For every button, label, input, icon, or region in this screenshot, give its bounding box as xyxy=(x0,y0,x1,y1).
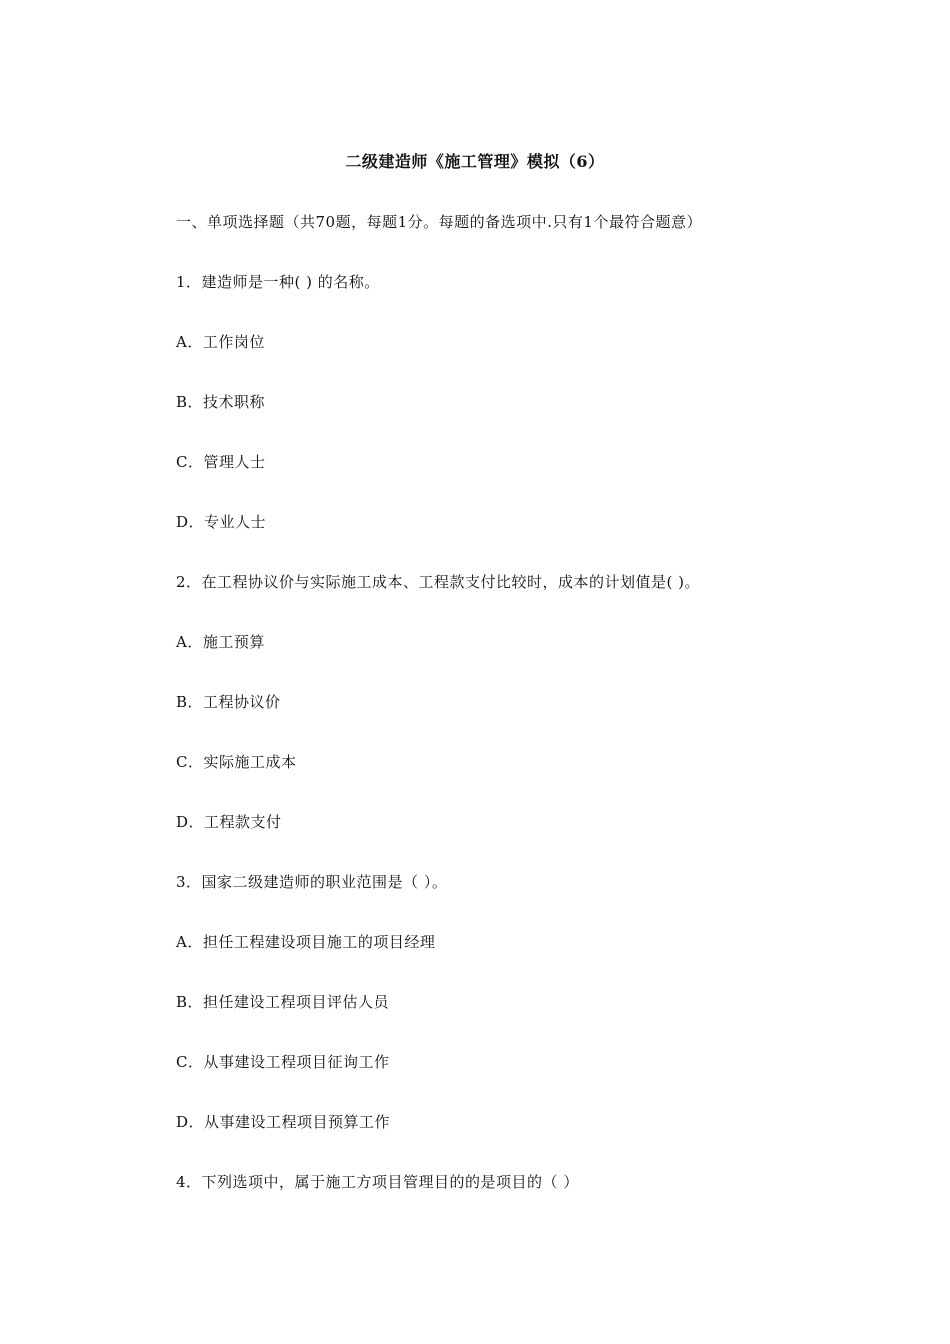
question-stem: 3．国家二级建造师的职业范围是（ ）。 xyxy=(176,873,448,891)
option-c: C．实际施工成本 xyxy=(176,753,297,771)
option-c: C．管理人士 xyxy=(176,453,266,471)
option-b: B．技术职称 xyxy=(176,393,266,411)
option-b: B．工程协议价 xyxy=(176,693,281,711)
document-body xyxy=(176,208,876,1228)
question-stem: 2．在工程协议价与实际施工成本、工程款支付比较时，成本的计划值是( )。 xyxy=(176,573,701,591)
option-a: A．工作岗位 xyxy=(176,333,265,351)
option-b: B．担任建设工程项目评估人员 xyxy=(176,993,390,1011)
section-heading: 一、单项选择题（共70题，每题1分。每题的备选项中.只有1个最符合题意） xyxy=(176,213,702,231)
option-d: D．从事建设工程项目预算工作 xyxy=(176,1113,391,1131)
option-d: D．专业人士 xyxy=(176,513,267,531)
question-stem: 4．下列选项中，属于施工方项目管理目的的是项目的（ ） xyxy=(176,1173,579,1191)
option-a: A．担任工程建设项目施工的项目经理 xyxy=(176,933,436,951)
option-a: A．施工预算 xyxy=(176,633,265,651)
option-d: D．工程款支付 xyxy=(176,813,282,831)
option-c: C．从事建设工程项目征询工作 xyxy=(176,1053,390,1071)
question-stem: 1．建造师是一种( ) 的名称。 xyxy=(176,273,380,291)
document-title: 二级建造师《施工管理》模拟（6） xyxy=(345,152,605,171)
